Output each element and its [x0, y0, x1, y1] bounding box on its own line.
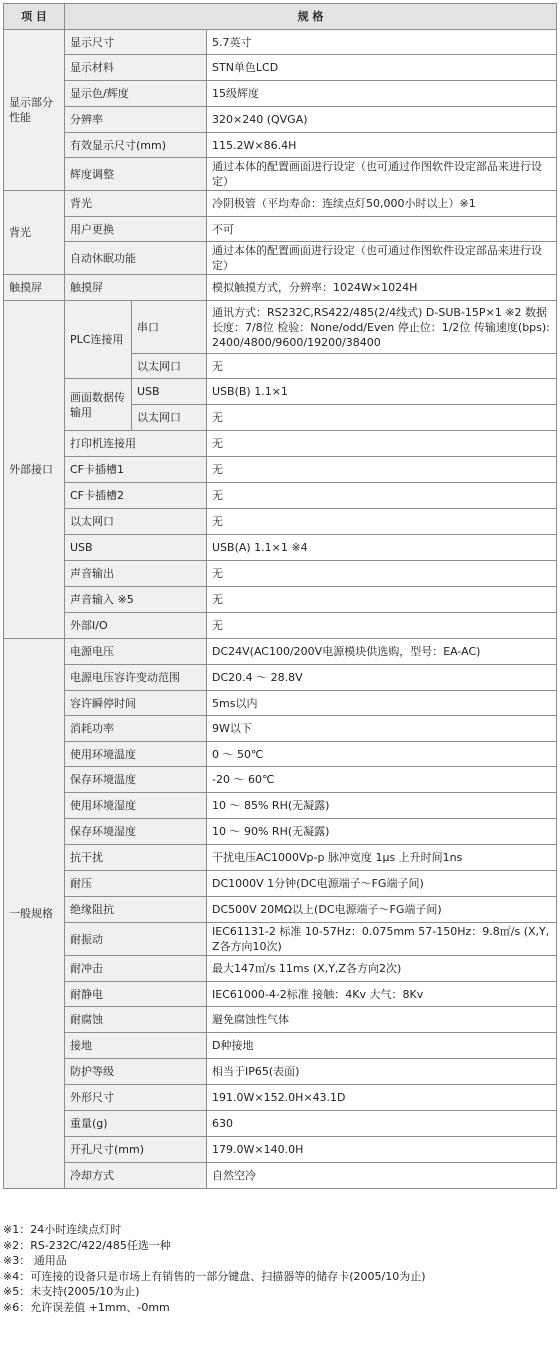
table-row — [4, 158, 557, 191]
row-label: 耐振动 — [65, 923, 207, 956]
row-label: 重量(g) — [65, 1111, 207, 1137]
row-label: 背光 — [65, 191, 207, 217]
table-row — [4, 1033, 557, 1059]
spec-table — [3, 3, 557, 1189]
row-value: DC500V 20MΩ以上(DC电源端子～FG端子间) — [207, 897, 557, 923]
row-value: DC20.4 ～ 28.8V — [207, 665, 557, 691]
row-value: 相当于IP65(表面) — [207, 1059, 557, 1085]
row-label: 抗干扰 — [65, 845, 207, 871]
row-value: 630 — [207, 1111, 557, 1137]
row-label: 耐冲击 — [65, 956, 207, 982]
row-label: 冷却方式 — [65, 1163, 207, 1189]
row-label: 外形尺寸 — [65, 1085, 207, 1111]
category-general-spec: 一般规格 — [4, 639, 65, 1189]
row-label: 声音输出 — [65, 561, 207, 587]
row-label: 容许瞬停时间 — [65, 691, 207, 716]
table-row — [4, 665, 557, 691]
row-label: 耐静电 — [65, 982, 207, 1007]
row-value: 无 — [207, 483, 557, 509]
row-value: 191.0W×152.0H×43.1D — [207, 1085, 557, 1111]
row-label: 有效显示尺寸(mm) — [65, 133, 207, 158]
row-value: 无 — [207, 431, 557, 457]
table-row — [4, 1059, 557, 1085]
row-label: 绝缘阻抗 — [65, 897, 207, 923]
table-row — [4, 301, 557, 354]
table-row — [4, 483, 557, 509]
table-row — [4, 275, 557, 301]
row-label: 消耗功率 — [65, 716, 207, 742]
row-value: 无 — [207, 457, 557, 483]
footnote: ※5：未支持(2005/10为止) — [3, 1285, 140, 1299]
footnote: ※1：24小时连续点灯时 — [3, 1223, 122, 1236]
footnote: ※2：RS-232C/422/485任选一种 — [3, 1238, 171, 1252]
footnotes — [3, 1222, 556, 1316]
table-row — [4, 845, 557, 871]
row-value: 通过本体的配置画面进行设定（也可通过作图软件设定部品来进行设定） — [207, 158, 557, 191]
row-value: 无 — [207, 405, 557, 431]
row-value: 115.2W×86.4H — [207, 133, 557, 158]
row-label: 声音输入 ※5 — [65, 587, 207, 613]
row-label: USB — [132, 379, 207, 405]
row-label: 以太网口 — [65, 509, 207, 535]
row-value: 5ms以内 — [207, 691, 557, 716]
table-row — [4, 1111, 557, 1137]
table-row — [4, 819, 557, 845]
row-label: 使用环境温度 — [65, 742, 207, 767]
row-label: 自动休眠功能 — [65, 242, 207, 275]
table-row — [4, 81, 557, 107]
table-row — [4, 716, 557, 742]
table-row — [4, 742, 557, 767]
table-row — [4, 30, 557, 55]
row-label: 用户更换 — [65, 217, 207, 242]
row-label: 显示尺寸 — [65, 30, 207, 55]
table-row — [4, 691, 557, 716]
row-value: IEC61131-2 标准 10-57Hz：0.075mm 57-150Hz：9.8㎡/s (X,Y,Z各方向10次) — [207, 923, 557, 956]
group-screen-data-transfer: 画面数据传输用 — [65, 379, 132, 431]
row-label: 电源电压 — [65, 639, 207, 665]
row-label: 显示材料 — [65, 55, 207, 81]
row-label: 保存环境湿度 — [65, 819, 207, 845]
row-value: 0 ～ 50℃ — [207, 742, 557, 767]
row-value: 无 — [207, 354, 557, 379]
category-backlight: 背光 — [4, 191, 65, 275]
table-row — [4, 793, 557, 819]
row-value: 通过本体的配置画面进行设定（也可通过作图软件设定部品来进行设定） — [207, 242, 557, 275]
row-value: IEC61000-4-2标准 接触：4Kv 大气：8Kv — [207, 982, 557, 1007]
table-row — [4, 55, 557, 81]
row-value: DC1000V 1分钟(DC电源端子～FG端子间) — [207, 871, 557, 897]
footnote: ※3： 通用品 — [3, 1254, 67, 1268]
table-row — [4, 767, 557, 793]
row-label: USB — [65, 535, 207, 561]
row-value: 无 — [207, 613, 557, 639]
table-row — [4, 1163, 557, 1189]
row-label: 耐压 — [65, 871, 207, 897]
row-value: USB(A) 1.1×1 ※4 — [207, 535, 557, 561]
row-value: 9W以下 — [207, 716, 557, 742]
row-value: 10 ～ 85% RH(无凝露) — [207, 793, 557, 819]
row-label: 电源电压容许变动范围 — [65, 665, 207, 691]
row-label: 显示色/辉度 — [65, 81, 207, 107]
table-row — [4, 509, 557, 535]
row-value: USB(B) 1.1×1 — [207, 379, 557, 405]
header-item: 项 目 — [4, 4, 65, 30]
table-row — [4, 107, 557, 133]
category-external-interface: 外部接口 — [4, 301, 65, 639]
row-value: 不可 — [207, 217, 557, 242]
table-row — [4, 871, 557, 897]
row-label: 串口 — [132, 301, 207, 354]
table-row — [4, 897, 557, 923]
footnote: ※4：可连接的设备只是市场上有销售的一部分键盘、扫描器等的储存卡(2005/10为止) — [3, 1269, 426, 1283]
row-label: 耐腐蚀 — [65, 1007, 207, 1033]
group-plc-connection: PLC连接用 — [65, 301, 132, 379]
row-value: 10 ～ 90% RH(无凝露) — [207, 819, 557, 845]
row-value: 5.7英寸 — [207, 30, 557, 55]
category-touchscreen: 触摸屏 — [4, 275, 65, 301]
category-display: 显示部分性能 — [4, 30, 65, 191]
table-row — [4, 956, 557, 982]
table-row — [4, 191, 557, 217]
row-value: 模拟触摸方式，分辨率：1024W×1024H — [207, 275, 557, 301]
row-value: 避免腐蚀性气体 — [207, 1007, 557, 1033]
row-label: 以太网口 — [132, 405, 207, 431]
table-row — [4, 535, 557, 561]
row-value: 冷阴极管（平均寿命：连续点灯50,000小时以上）※1 — [207, 191, 557, 217]
row-label: 辉度调整 — [65, 158, 207, 191]
header-spec: 规 格 — [65, 4, 557, 30]
row-value: 最大147㎡/s 11ms (X,Y,Z各方向2次) — [207, 956, 557, 982]
row-label: 打印机连接用 — [65, 431, 207, 457]
row-label: 保存环境温度 — [65, 767, 207, 793]
row-value: 无 — [207, 587, 557, 613]
row-value: 15级辉度 — [207, 81, 557, 107]
row-label: 接地 — [65, 1033, 207, 1059]
row-label: CF卡插槽2 — [65, 483, 207, 509]
row-label: 开孔尺寸(mm) — [65, 1137, 207, 1163]
table-row — [4, 457, 557, 483]
row-value: DC24V(AC100/200V电源模块供选购，型号：EA-AC) — [207, 639, 557, 665]
table-row — [4, 561, 557, 587]
row-value: 通讯方式：RS232C,RS422/485(2/4线式) D-SUB-15P×1 ※2 数据长度：7/8位 检验：None/odd/Even 停止位：1/2位 传输速度(bps):2400/4800/9600/19200/38400 — [207, 301, 557, 354]
table-header-row — [4, 4, 557, 30]
table-row — [4, 923, 557, 956]
row-label: 外部I/O — [65, 613, 207, 639]
row-value: D种接地 — [207, 1033, 557, 1059]
table-row — [4, 639, 557, 665]
table-row — [4, 613, 557, 639]
row-label: 分辨率 — [65, 107, 207, 133]
table-row — [4, 379, 557, 405]
row-value: 179.0W×140.0H — [207, 1137, 557, 1163]
row-label: CF卡插槽1 — [65, 457, 207, 483]
table-row — [4, 1137, 557, 1163]
table-row — [4, 587, 557, 613]
row-label: 触摸屏 — [65, 275, 207, 301]
row-value: 无 — [207, 509, 557, 535]
table-row — [4, 242, 557, 275]
row-label: 防护等级 — [65, 1059, 207, 1085]
table-row — [4, 217, 557, 242]
row-value: -20 ～ 60℃ — [207, 767, 557, 793]
footnote: ※6：允许误差值 +1mm、-0mm — [3, 1300, 170, 1314]
table-row — [4, 431, 557, 457]
row-value: STN单色LCD — [207, 55, 557, 81]
row-label: 使用环境湿度 — [65, 793, 207, 819]
row-label: 以太网口 — [132, 354, 207, 379]
table-row — [4, 1007, 557, 1033]
table-row — [4, 133, 557, 158]
row-value: 自然空冷 — [207, 1163, 557, 1189]
row-value: 无 — [207, 561, 557, 587]
row-value: 320×240 (QVGA) — [207, 107, 557, 133]
table-row — [4, 1085, 557, 1111]
row-value: 干扰电压AC1000Vp-p 脉冲宽度 1μs 上升时间1ns — [207, 845, 557, 871]
table-row — [4, 982, 557, 1007]
